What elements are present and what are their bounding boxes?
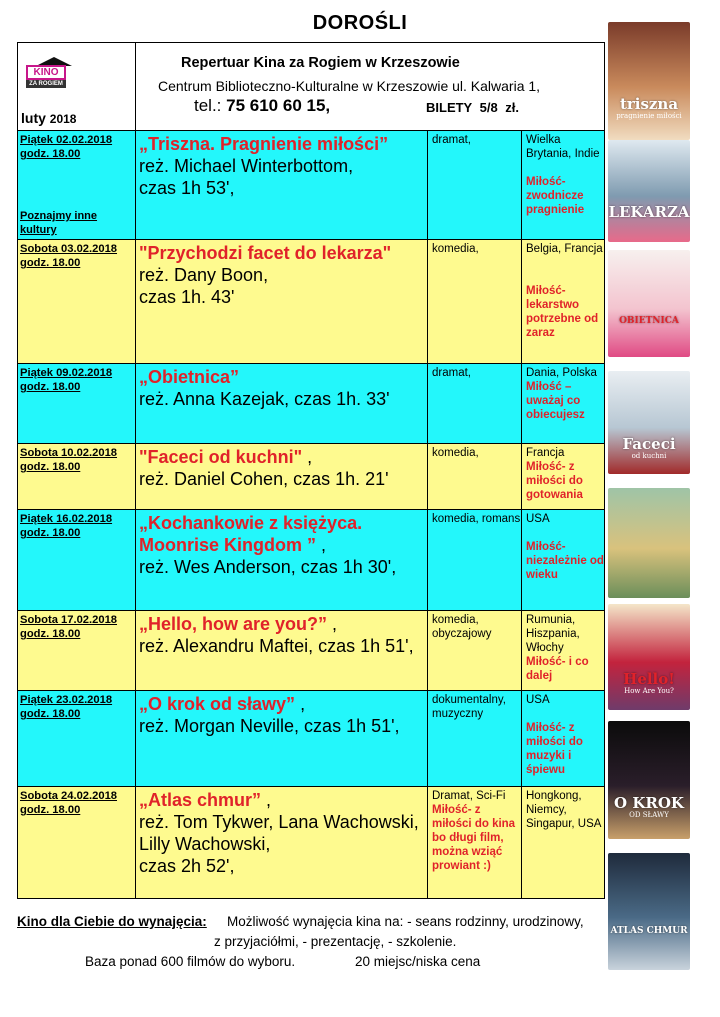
- film-country: Belgia, Francja: [526, 243, 603, 255]
- poster-caption: triszna: [619, 95, 679, 113]
- screening-row: [18, 611, 605, 691]
- film-poster: [608, 140, 690, 242]
- film-tagline: Miłość- zwodnicze pragnienie: [526, 176, 585, 216]
- film-genre: dramat,: [428, 364, 522, 444]
- film-duration: czas 1h 53',: [139, 178, 235, 198]
- film-tagline: Miłość- z miłości do muzyki i śpiewu: [526, 722, 583, 776]
- screening-row: [18, 787, 605, 899]
- film-genre: komedia,: [428, 444, 522, 510]
- cinema-phone: [194, 96, 330, 116]
- rental-line-1: [17, 914, 584, 929]
- logo-sub-text: ZA ROGIEM: [26, 80, 66, 88]
- film-director: reż. Alexandru Maftei, czas 1h 51',: [139, 636, 414, 656]
- film-info: [136, 691, 428, 787]
- series-note: Poznajmy inne kultury: [20, 210, 98, 236]
- film-info: [136, 364, 428, 444]
- film-genre: komedia, obyczajowy: [428, 611, 522, 691]
- poster-subcaption: OD SŁAWY: [629, 811, 669, 819]
- screening-date: [18, 611, 136, 691]
- screening-row: [18, 510, 605, 611]
- film-tagline: Miłość- z miłości do gotowania: [526, 461, 583, 501]
- cinema-info: [136, 43, 605, 131]
- date-text: Sobota 24.02.2018: [20, 790, 118, 802]
- screening-row: [18, 691, 605, 787]
- film-duration: czas 1h. 43': [139, 287, 235, 307]
- film-tagline: Miłość- niezależnie od wieku: [526, 541, 604, 581]
- film-country-cell: [522, 444, 605, 510]
- film-poster: [608, 22, 690, 140]
- screening-date: [18, 364, 136, 444]
- poster-caption: Faceci: [622, 435, 676, 453]
- repertoire-table: [17, 42, 605, 899]
- month-year: 2018: [49, 112, 77, 126]
- poster-subcaption: How Are You?: [624, 687, 674, 695]
- film-director: reż. Tom Tykwer, Lana Wachowski, Lilly Wachowski,: [139, 812, 419, 854]
- film-info: [136, 510, 428, 611]
- screening-date: [18, 691, 136, 787]
- film-title: „Triszna. Pragnienie miłości”: [139, 134, 389, 154]
- date-text: Piątek 09.02.2018: [20, 367, 113, 379]
- film-duration: czas 2h 52',: [139, 856, 235, 876]
- film-tagline: Miłość – uważaj co obiecujesz: [526, 381, 585, 421]
- film-country: Francja: [526, 447, 565, 459]
- month-name: luty: [21, 110, 46, 126]
- film-title: „Obietnica”: [139, 367, 240, 387]
- cinema-address: Centrum Biblioteczno-Kulturalne w Krzeszowie ul. Kalwaria 1,: [158, 78, 541, 94]
- film-genre: komedia, romans: [428, 510, 522, 611]
- film-tagline: Miłość- z miłości do kina bo długi film, można wziąć prowiant :): [432, 804, 516, 872]
- date-text: Sobota 03.02.2018: [20, 243, 118, 255]
- film-director: reż. Morgan Neville, czas 1h 51',: [139, 716, 400, 736]
- rental-options: Możliwość wynajęcia kina na: - seans rodzinny, urodzinowy,: [227, 914, 584, 929]
- poster-caption: O KROK: [614, 794, 684, 812]
- film-director: reż. Anna Kazejak, czas 1h. 33': [139, 389, 390, 409]
- month-label: [21, 110, 76, 126]
- screening-row: [18, 364, 605, 444]
- film-country: Wielka Brytania, Indie: [526, 134, 600, 160]
- film-director: reż. Dany Boon,: [139, 265, 269, 285]
- film-director: reż. Wes Anderson, czas 1h 30',: [139, 557, 397, 577]
- film-info: [136, 787, 428, 899]
- screening-row: [18, 444, 605, 510]
- film-poster: [608, 488, 690, 598]
- film-title: „O krok od sławy”: [139, 694, 296, 714]
- page-title: DOROŚLI: [312, 12, 408, 34]
- film-poster: [608, 853, 690, 970]
- date-text: Piątek 23.02.2018: [20, 694, 113, 706]
- time-text: godz. 18.00: [20, 257, 81, 269]
- time-text: godz. 18.00: [20, 527, 81, 539]
- film-tagline: Miłość- i co dalej: [526, 656, 589, 682]
- time-text: godz. 18.00: [20, 148, 81, 160]
- ticket-prices: BILETY 5/8 zł.: [426, 100, 520, 115]
- time-text: godz. 18.00: [20, 804, 81, 816]
- poster-caption: Hello!: [623, 670, 675, 688]
- rental-heading: Kino dla Ciebie do wynajęcia:: [17, 914, 207, 929]
- screening-date: [18, 510, 136, 611]
- poster-subcaption: pragnienie miłości: [616, 112, 682, 120]
- film-country-cell: [522, 364, 605, 444]
- time-text: godz. 18.00: [20, 461, 81, 473]
- time-text: godz. 18.00: [20, 381, 81, 393]
- film-country: Hongkong, Niemcy, Singapur, USA: [522, 787, 605, 899]
- film-country: USA: [526, 513, 550, 525]
- date-text: Piątek 16.02.2018: [20, 513, 113, 525]
- film-tagline: Miłość- lekarstwo potrzebne od zaraz: [526, 285, 599, 339]
- film-director: reż. Daniel Cohen, czas 1h. 21': [139, 469, 389, 489]
- film-title: "Faceci od kuchni": [139, 447, 303, 467]
- film-poster: [608, 371, 690, 474]
- film-title: „Hello, how are you?”: [139, 614, 328, 634]
- screening-date: [18, 787, 136, 899]
- film-genre: komedia,: [428, 240, 522, 364]
- film-poster: [608, 604, 690, 710]
- film-title: „Kochankowie z księżyca. Moonrise Kingdom ”: [139, 513, 363, 555]
- poster-subcaption: od kuchni: [631, 452, 667, 460]
- screening-date: [18, 131, 136, 240]
- film-country-cell: [522, 611, 605, 691]
- film-poster: [608, 721, 690, 839]
- screening-date: [18, 240, 136, 364]
- film-info: [136, 131, 428, 240]
- film-genre: dramat,: [428, 131, 522, 240]
- film-info: [136, 611, 428, 691]
- film-genre-cell: [428, 787, 522, 899]
- film-country-cell: [522, 240, 605, 364]
- film-base: Baza ponad 600 filmów do wyboru.: [85, 954, 296, 969]
- phone-number: 75 610 60 15,: [226, 96, 331, 115]
- time-text: godz. 18.00: [20, 708, 81, 720]
- film-info: [136, 240, 428, 364]
- title-suffix: ,: [316, 535, 327, 555]
- rental-line-2: z przyjaciółmi, - prezentację, - szkolenie.: [214, 934, 457, 949]
- poster-caption: LEKARZA: [608, 203, 690, 221]
- kino-logo: [24, 57, 70, 91]
- logo-kino-text: KINO: [26, 65, 66, 80]
- film-country-cell: [522, 510, 605, 611]
- poster-caption: OBIETNICA: [619, 316, 679, 326]
- rental-line-3: [85, 954, 481, 969]
- title-suffix: ,: [302, 447, 313, 467]
- date-text: Sobota 10.02.2018: [20, 447, 118, 459]
- film-info: [136, 444, 428, 510]
- film-country: Dania, Polska: [526, 367, 597, 379]
- film-director: reż. Michael Winterbottom,: [139, 156, 354, 176]
- title-suffix: ,: [261, 790, 272, 810]
- seats-price: 20 miejsc/niska cena: [355, 954, 481, 969]
- title-suffix: ,: [327, 614, 338, 634]
- screening-row: [18, 131, 605, 240]
- phone-label: tel.:: [194, 96, 222, 115]
- film-country-cell: [522, 691, 605, 787]
- film-title: "Przychodzi facet do lekarza": [139, 243, 392, 263]
- film-title: „Atlas chmur”: [139, 790, 262, 810]
- film-country: Rumunia, Hiszpania, Włochy: [526, 614, 580, 654]
- time-text: godz. 18.00: [20, 628, 81, 640]
- logo-cell: [18, 43, 136, 131]
- title-suffix: ,: [295, 694, 306, 714]
- screening-row: [18, 240, 605, 364]
- date-text: Piątek 02.02.2018: [20, 134, 113, 146]
- date-text: Sobota 17.02.2018: [20, 614, 118, 626]
- poster-caption: ATLAS CHMUR: [610, 926, 688, 936]
- film-genre: dokumentalny, muzyczny: [428, 691, 522, 787]
- film-country-cell: [522, 131, 605, 240]
- header-row: [18, 43, 605, 131]
- film-genre: Dramat, Sci-Fi: [432, 790, 506, 802]
- screening-date: [18, 444, 136, 510]
- cinema-name: Repertuar Kina za Rogiem w Krzeszowie: [181, 55, 460, 71]
- film-poster: [608, 250, 690, 357]
- film-country: USA: [526, 694, 550, 706]
